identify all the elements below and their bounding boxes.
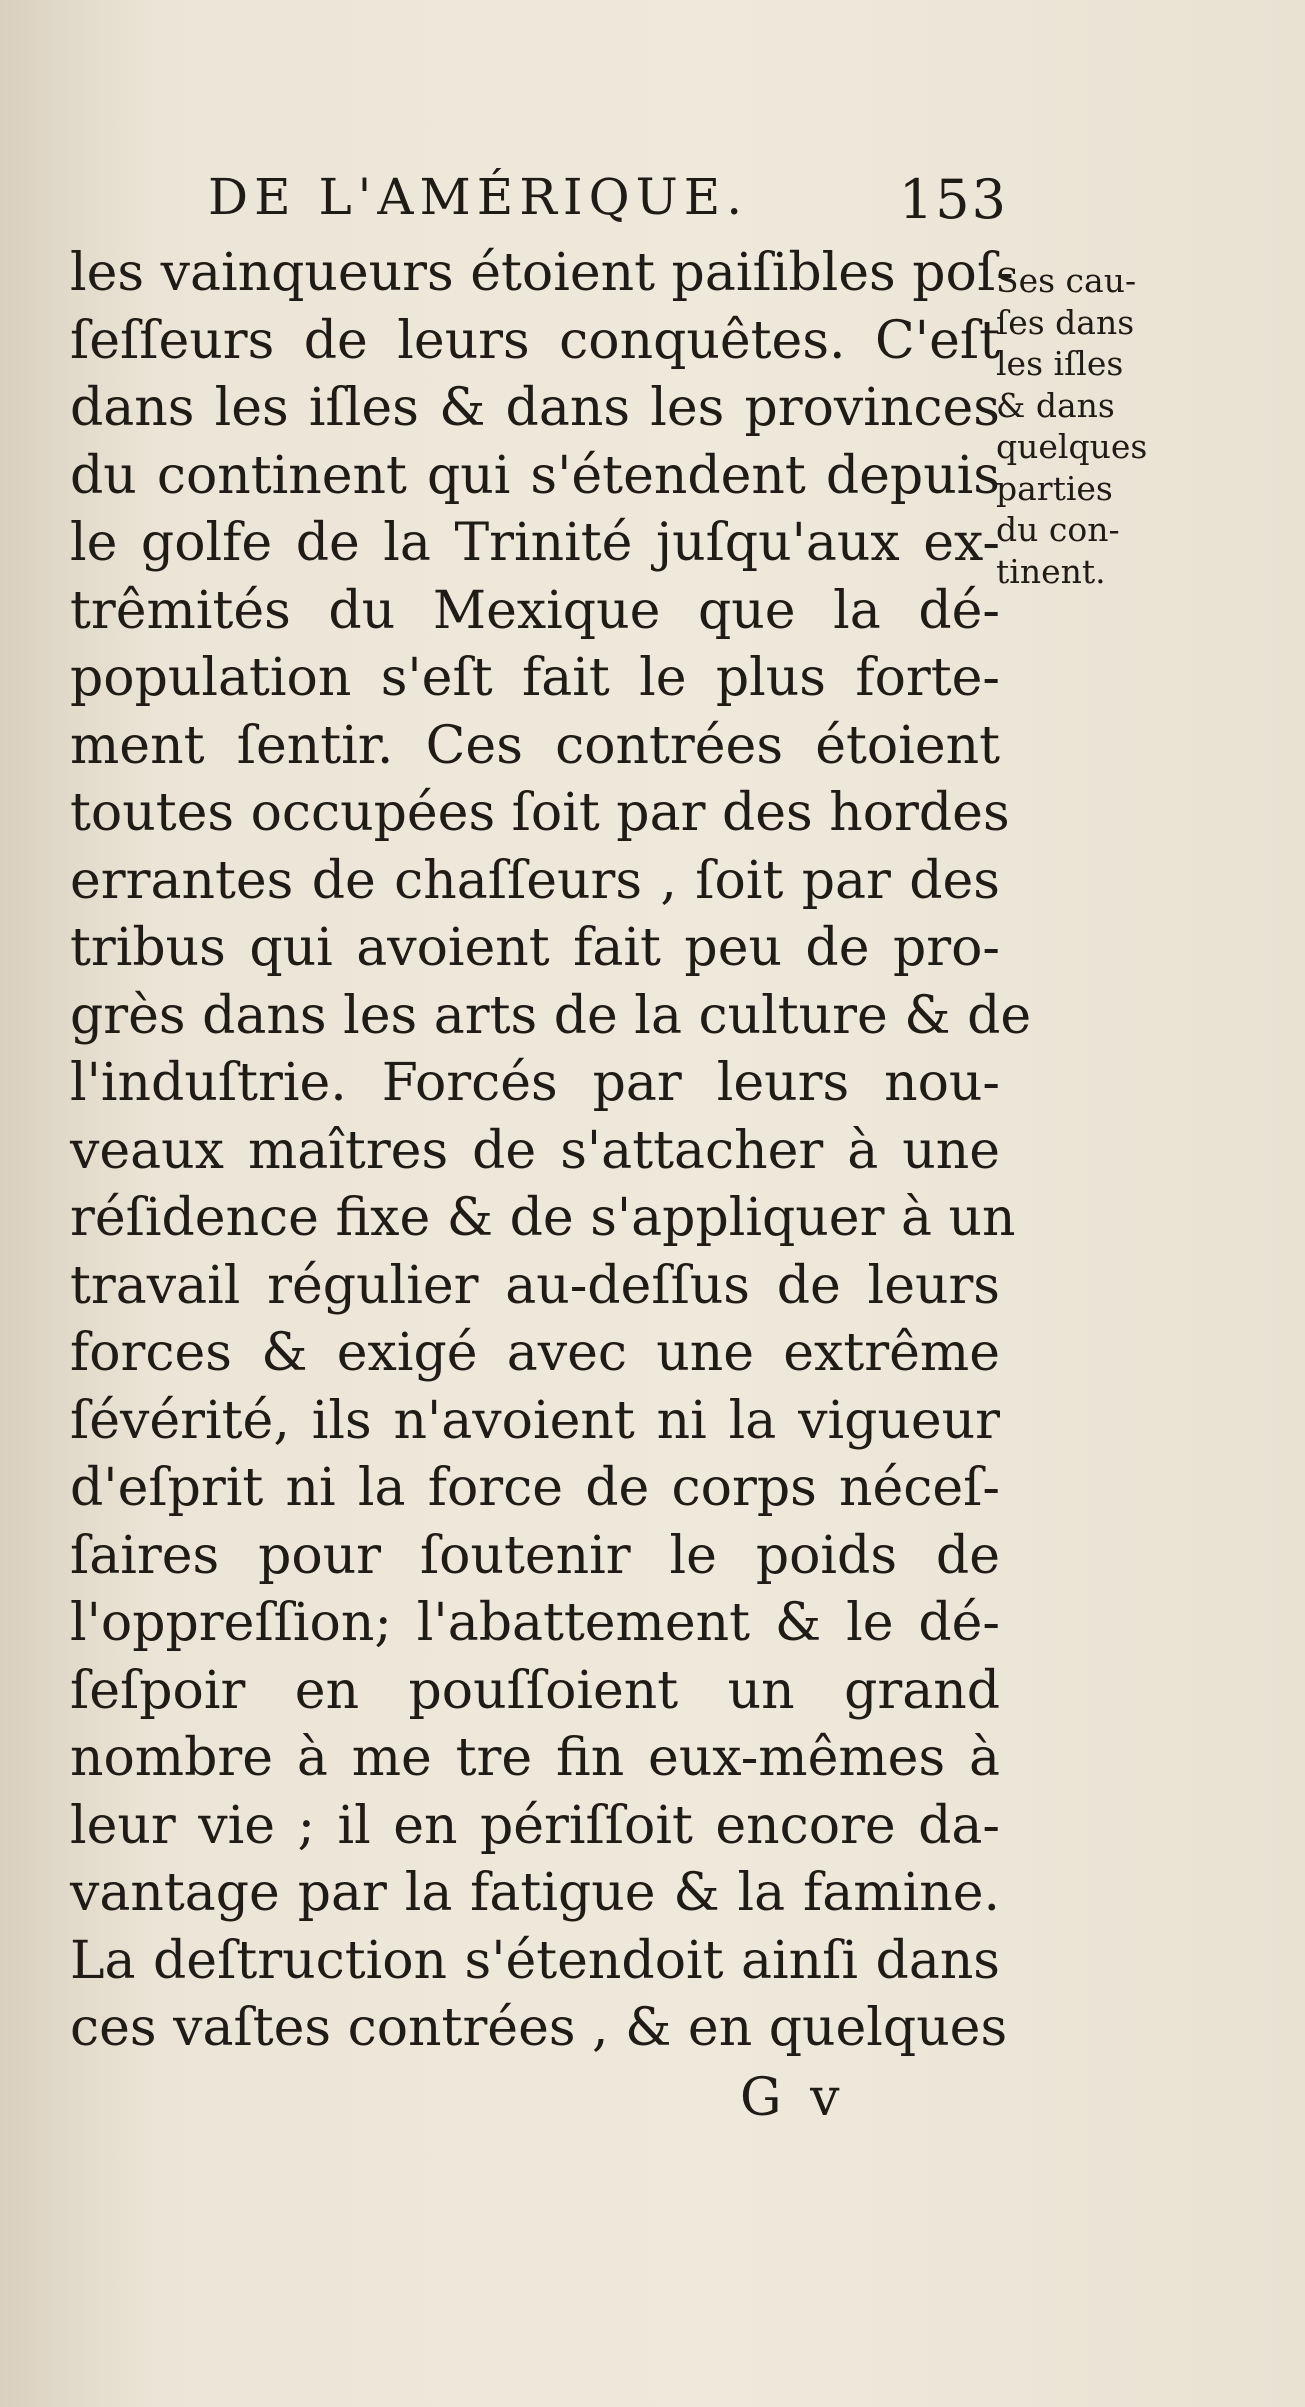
running-head: DE L'AMÉRIQUE. bbox=[208, 168, 749, 226]
text-line: l'oppreſſion; l'abattement & le dé- bbox=[70, 1593, 1000, 1653]
text-line: travail régulier au-deſſus de leurs bbox=[70, 1255, 1000, 1316]
text-line: population s'eſt fait le plus forte- bbox=[70, 648, 1000, 708]
text-line: grès dans les arts de la culture & de bbox=[70, 985, 1032, 1046]
text-line: les vainqueurs étoient paiſibles poſ- bbox=[70, 243, 1014, 303]
text-line: dans les iſles & dans les provinces bbox=[70, 378, 1000, 438]
text-line: ſaires pour ſoutenir le poids de bbox=[70, 1525, 1000, 1586]
text-line: l'induſtrie. Forcés par leurs nou- bbox=[70, 1053, 1000, 1113]
text-line: ſeſſeurs de leurs conquêtes. C'eſt bbox=[70, 310, 1000, 371]
text-line: errantes de chaſſeurs , ſoit par des bbox=[70, 850, 1000, 911]
margin-note-line: & dans bbox=[996, 385, 1115, 425]
text-line: réſidence fixe & de s'appliquer à un bbox=[70, 1188, 1016, 1248]
margin-note-line: parties bbox=[996, 468, 1113, 508]
text-line: veaux maîtres de s'attacher à une bbox=[70, 1120, 1000, 1181]
text-line: ſeſpoir en pouſſoient un grand bbox=[70, 1660, 1000, 1721]
margin-note-line: tinent. bbox=[996, 551, 1106, 591]
text-line: le golfe de la Trinité juſqu'aux ex- bbox=[70, 513, 1000, 573]
page-header bbox=[208, 168, 1008, 238]
marginal-note bbox=[996, 260, 1206, 592]
text-line: tribus qui avoient fait peu de pro- bbox=[70, 918, 1000, 978]
text-line: trêmités du Mexique que la dé- bbox=[70, 580, 1000, 641]
text-line: La deſtruction s'étendoit ainſi dans bbox=[70, 1930, 1000, 1991]
margin-note-line: Ses cau- bbox=[996, 261, 1137, 300]
text-line: du continent qui s'étendent depuis bbox=[70, 445, 1000, 506]
margin-note-line: quelques bbox=[996, 427, 1148, 466]
body-text bbox=[70, 240, 1032, 2063]
text-line: d'eſprit ni la force de corps néceſ- bbox=[70, 1458, 1000, 1518]
text-line: toutes occupées ſoit par des hordes bbox=[70, 783, 1010, 843]
text-line: ces vaſtes contrées , & en quelques bbox=[70, 1998, 1008, 2058]
page-number: 153 bbox=[898, 168, 1008, 231]
text-line: vantage par la fatigue & la famine. bbox=[70, 1863, 1000, 1923]
text-line: forces & exigé avec une extrême bbox=[70, 1323, 1000, 1383]
text-line: nombre à me tre fin eux-mêmes à bbox=[70, 1728, 1000, 1788]
margin-note-line: ſes dans bbox=[996, 302, 1135, 342]
margin-note-line: les iſles bbox=[996, 344, 1124, 383]
text-line: ſévérité, ils n'avoient ni la vigueur bbox=[70, 1390, 1000, 1451]
signature-mark: G v bbox=[740, 2068, 846, 2128]
text-line: leur vie ; il en périſſoit encore da- bbox=[70, 1795, 1000, 1856]
text-line: ment ſentir. Ces contrées étoient bbox=[70, 715, 1000, 776]
margin-note-line: du con- bbox=[996, 510, 1120, 549]
